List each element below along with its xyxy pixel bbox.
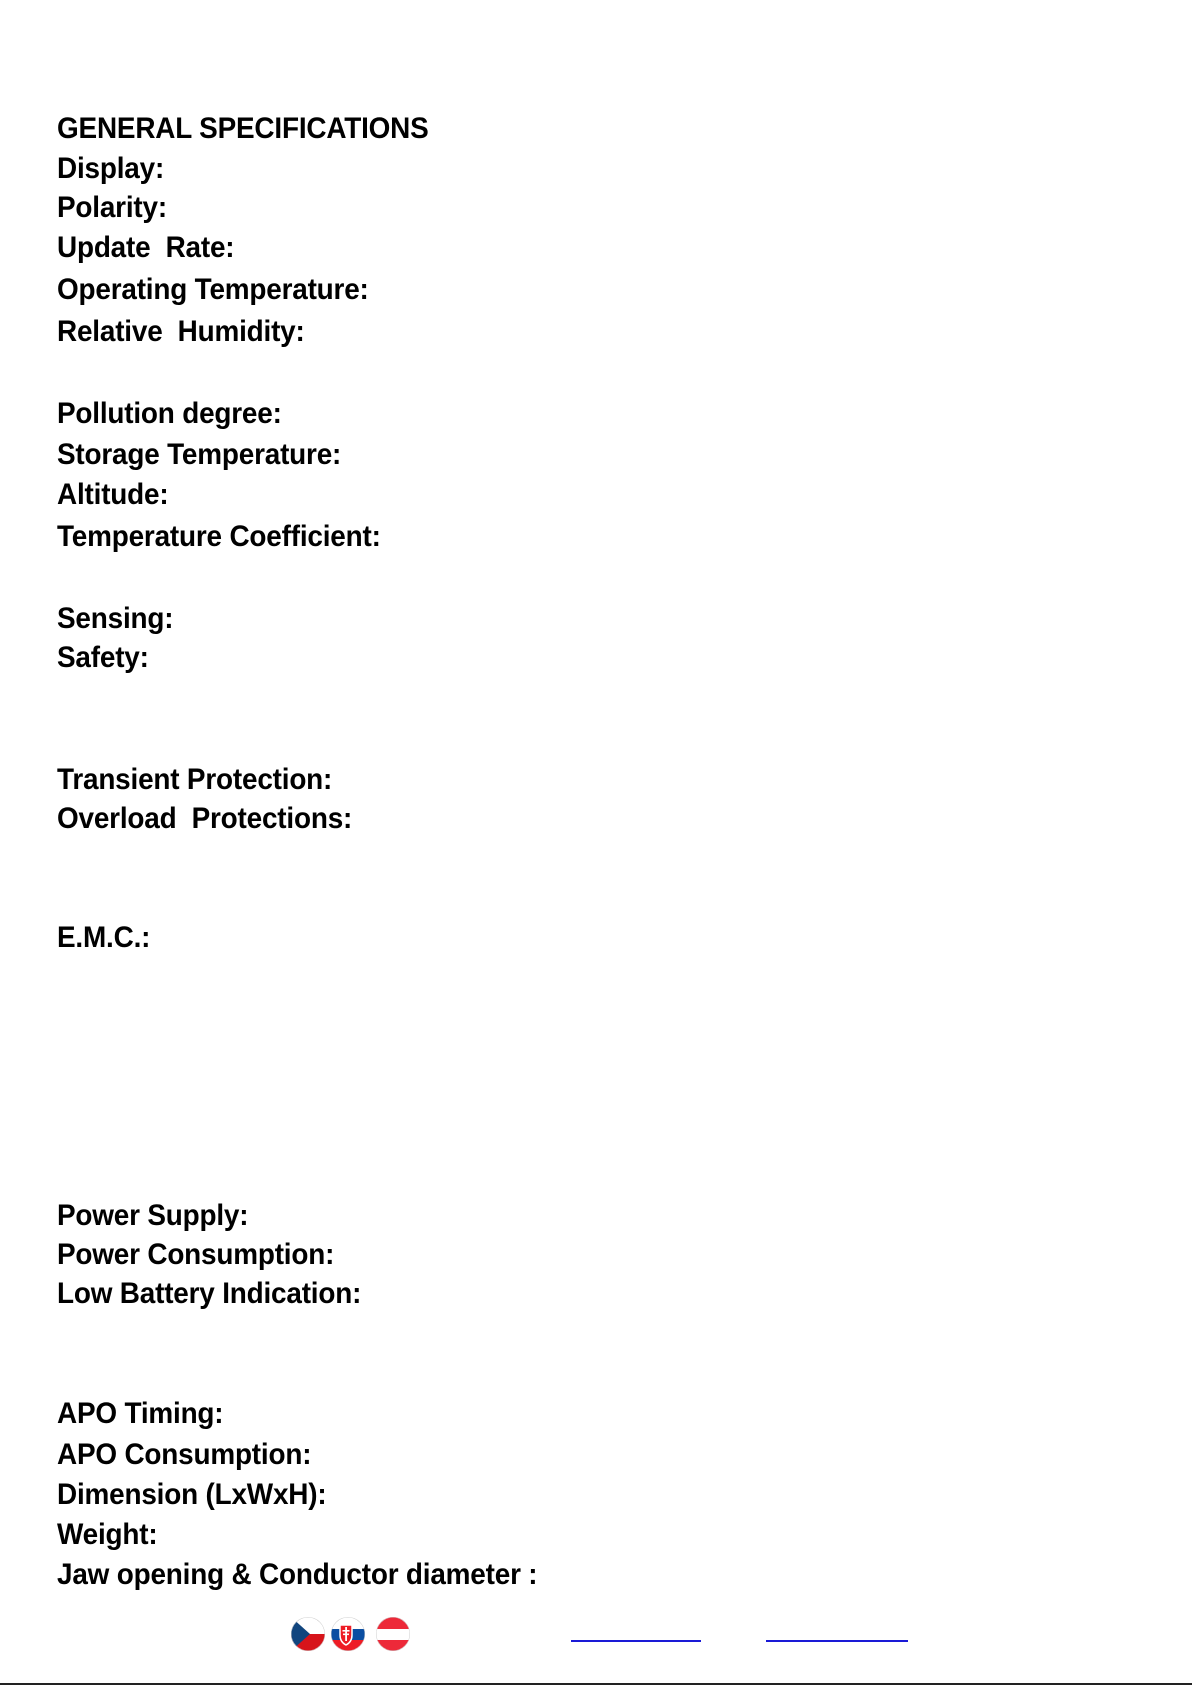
label-altitude: Altitude: xyxy=(57,478,169,511)
email-link[interactable] xyxy=(766,1640,908,1642)
slovak-flag-icon xyxy=(330,1617,366,1651)
label-temperature-coefficient: Temperature Coefficient: xyxy=(57,520,381,553)
flag-group xyxy=(290,1614,420,1654)
label-emc: E.M.C.: xyxy=(57,921,151,954)
label-storage-temperature: Storage Temperature: xyxy=(57,438,342,471)
label-low-battery-indication: Low Battery Indication: xyxy=(57,1277,362,1310)
label-overload-protections: Overload Protections: xyxy=(57,802,353,835)
label-apo-consumption: APO Consumption: xyxy=(57,1438,312,1471)
austrian-flag-icon xyxy=(375,1617,411,1651)
label-transient-protection: Transient Protection: xyxy=(57,763,333,796)
label-sensing: Sensing: xyxy=(57,602,174,635)
label-safety: Safety: xyxy=(57,641,149,674)
footer-flags xyxy=(290,1614,420,1654)
label-display: Display: xyxy=(57,152,165,185)
section-title: GENERAL SPECIFICATIONS xyxy=(57,112,429,145)
label-power-supply: Power Supply: xyxy=(57,1199,249,1232)
website-link[interactable] xyxy=(571,1640,701,1642)
label-weight: Weight: xyxy=(57,1518,158,1551)
label-power-consumption: Power Consumption: xyxy=(57,1238,335,1271)
czech-flag-icon xyxy=(290,1617,326,1651)
label-relative-humidity: Relative Humidity: xyxy=(57,315,305,348)
label-dimension: Dimension (LxWxH): xyxy=(57,1478,327,1511)
label-polarity: Polarity: xyxy=(57,191,167,224)
label-operating-temperature: Operating Temperature: xyxy=(57,273,369,306)
label-update-rate: Update Rate: xyxy=(57,231,235,264)
label-pollution-degree: Pollution degree: xyxy=(57,397,282,430)
label-jaw-opening: Jaw opening & Conductor diameter : xyxy=(57,1558,538,1591)
label-apo-timing: APO Timing: xyxy=(57,1397,224,1430)
